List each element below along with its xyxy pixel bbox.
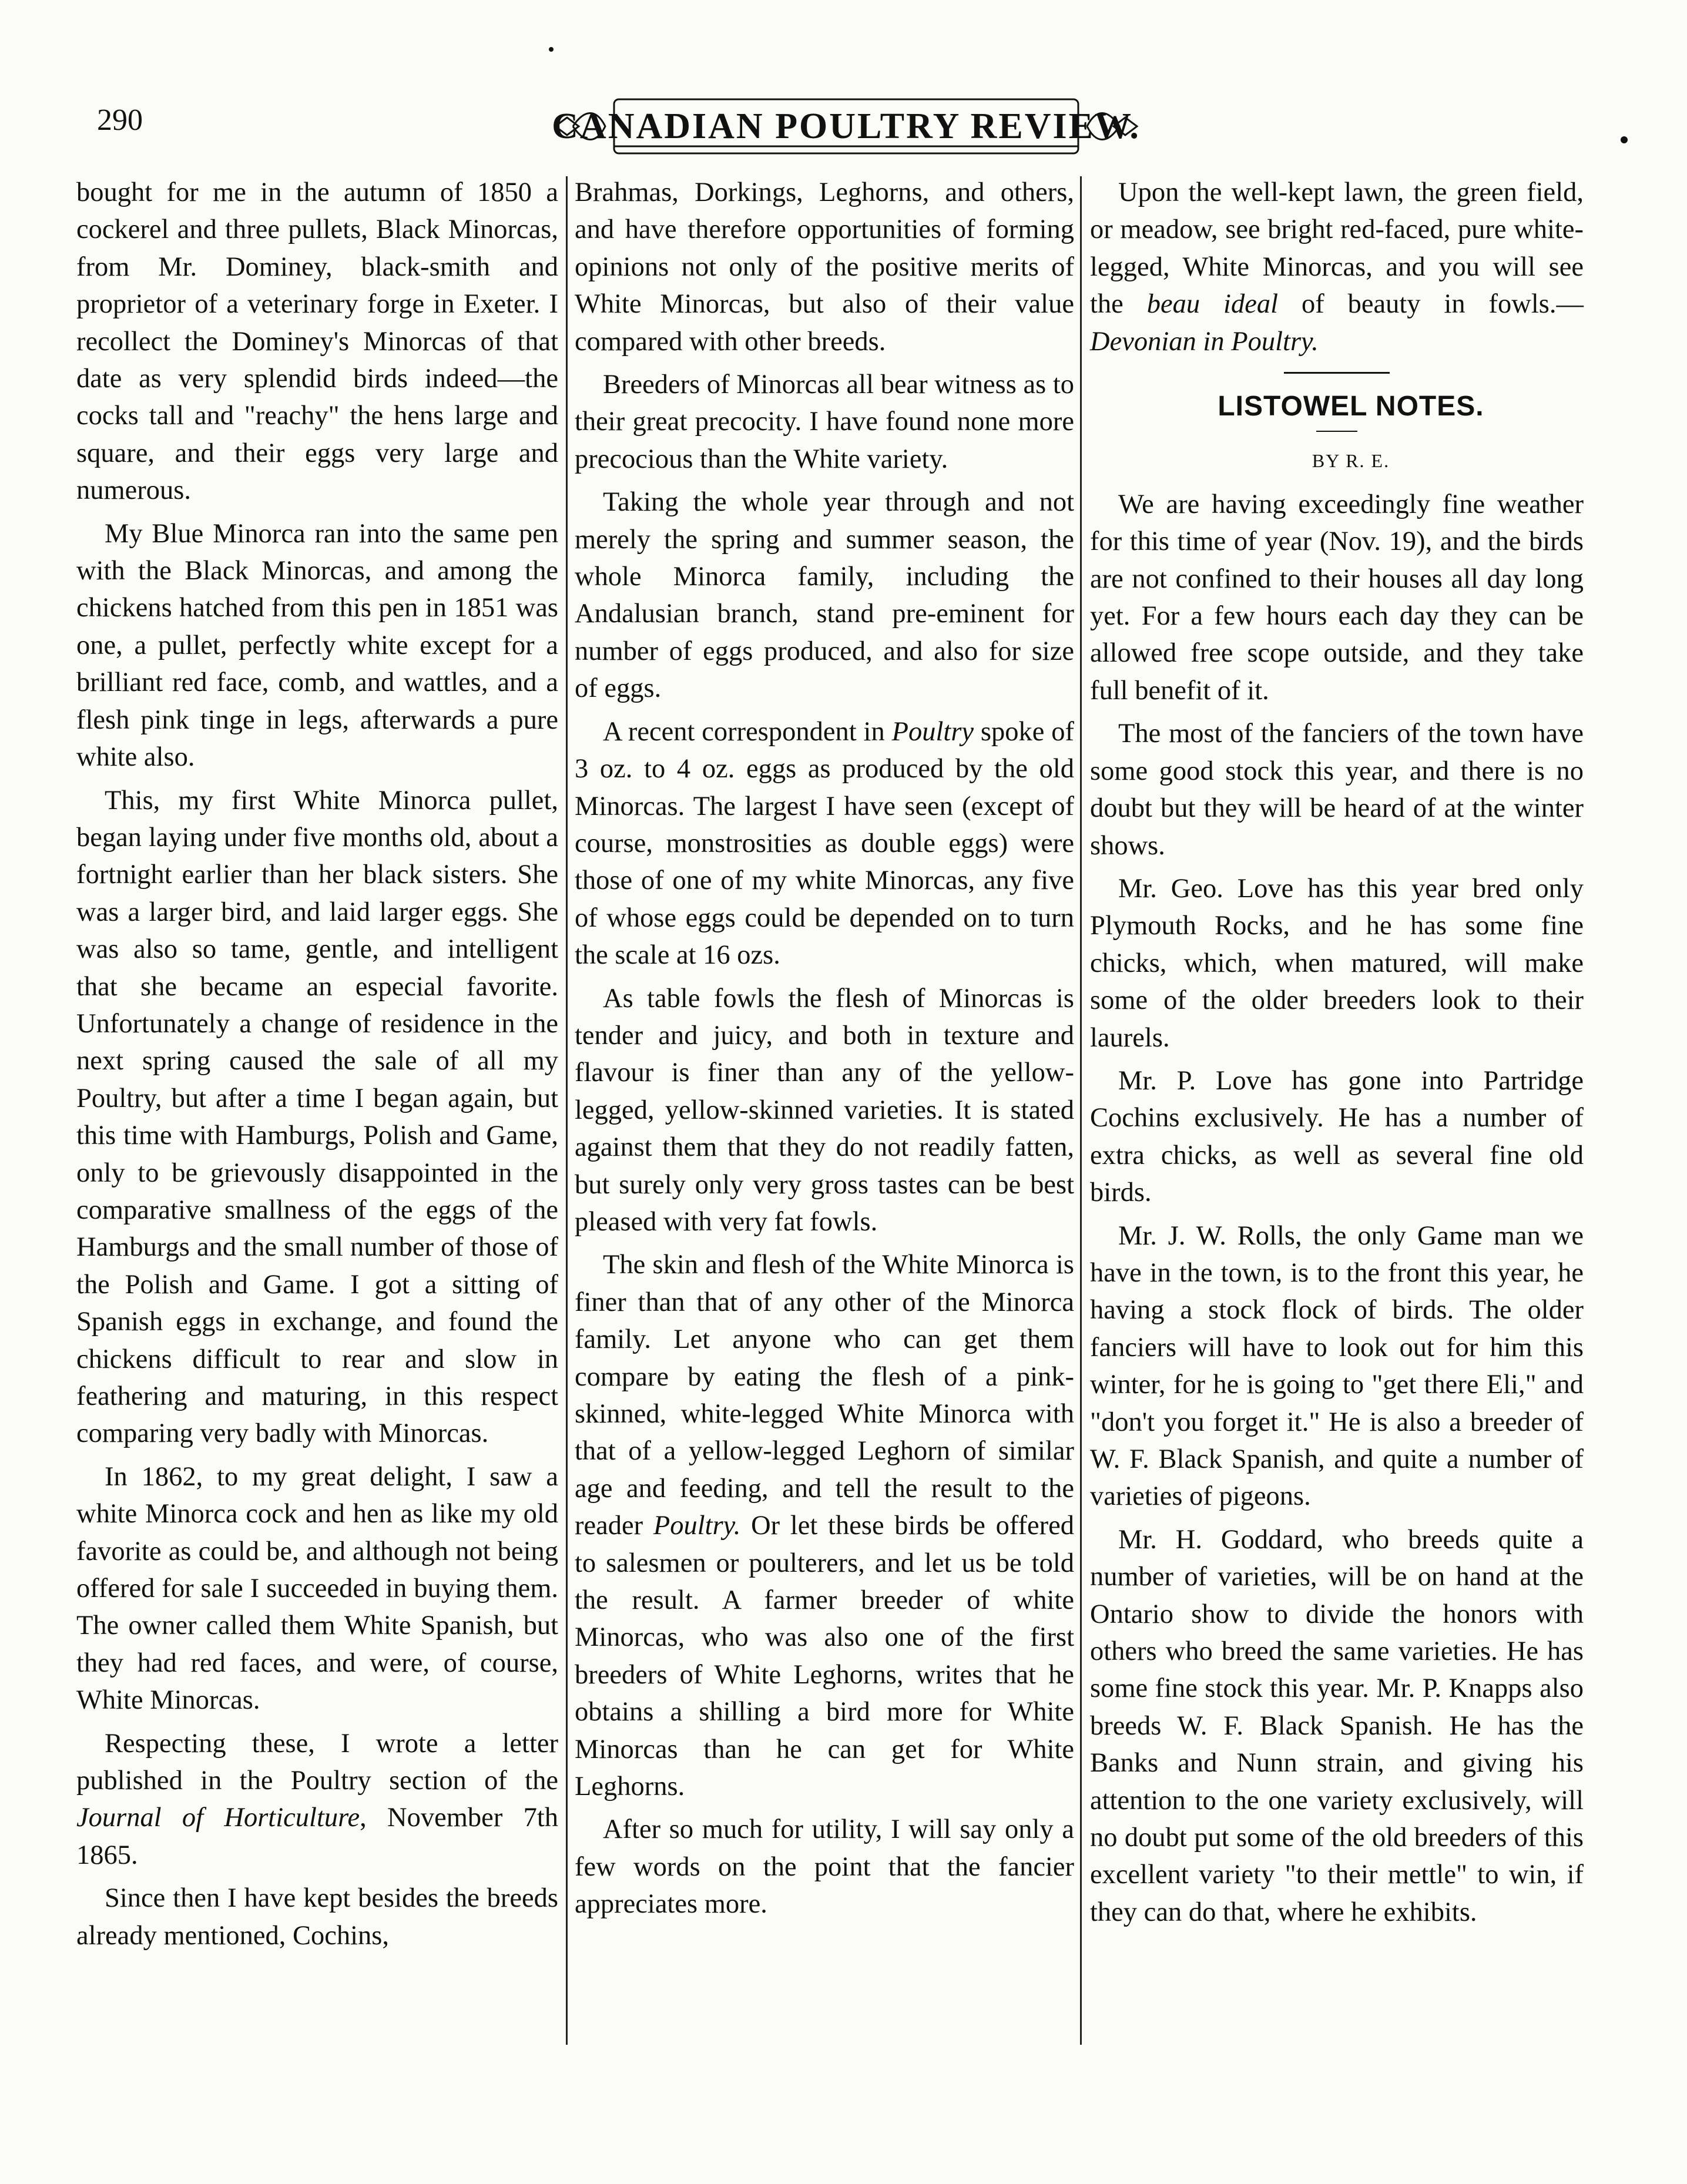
emphasis: beau ideal: [1146, 289, 1279, 320]
paragraph: We are having exceedingly fine weather for this time of year (Nov. 19), and the birds are not confined to their houses all day long yet. For a few hours each day they can be allowed free scope outside, and they take full benefit of it.: [1090, 489, 1584, 706]
publication-title: Poultry: [891, 716, 974, 747]
paragraph: Mr. P. Love has gone into Partridge Cochins exclusively. He has a number of extra chicks, as well as several fine old birds.: [1090, 1065, 1584, 1208]
text-run: , November 7th 1865.: [76, 1803, 559, 1870]
column-divider: [566, 176, 568, 2045]
masthead-title: CANADIAN POULTRY REVIEW.: [552, 106, 1141, 146]
print-speck: [549, 47, 554, 52]
paragraph: Since then I have kept besides the breeds already mentioned, Cochins,: [76, 1883, 558, 1951]
paragraph: After so much for utility, I will say only a few words on the point that the fancier appreciates more.: [575, 1814, 1074, 1920]
paragraph: Mr. H. Goddard, who breeds quite a number of varieties, will be on hand at the Ontario show to divide the honors with others who breed the same varieties. He has some fine stock this year. Mr. P. Knapps also breeds W. F. Black Spanish. He has the Banks and Nunn strain, and giving his attention to the one variety exclusively, will no doubt put some of the old breeders of this excellent variety "to their mettle" to win, if they can do that, where he exhibits.: [1090, 1524, 1584, 1927]
title-divider: [1316, 431, 1357, 432]
print-speck: [1621, 136, 1628, 143]
column-2: [575, 174, 1074, 1929]
paragraph: As table fowls the flesh of Minorcas is tender and juicy, and both in texture and flavour is finer than any of the yellow-legged, yellow-skinned varieties. It is stated against them that they do not readily fatten, but surely only very gross tastes can be best pleased with very fat fowls.: [575, 983, 1074, 1237]
column-3: [1090, 174, 1584, 1937]
masthead-ornament: [549, 91, 1143, 162]
paragraph: This, my first White Minorca pullet, began laying under five months old, about a fortnight earlier than her black sisters. She was a larger bird, and laid larger eggs. She was also so tame, gentle, and intelligent that she became an especial favorite. Unfortunately a change of residence in the next spring caused the sale of all my Poultry, but after a time I began again, but this time with Hamburgs, Polish and Game, only to be grievously disappointed in the comparative smallness of the eggs of the Hamburgs and the small number of those of the Polish and Game. I got a sitting of Spanish eggs in exchange, and found the chickens difficult to rear and slow in feathering and maturing, in this respect comparing very badly with Minorcas.: [76, 785, 558, 1449]
paragraph: Brahmas, Dorkings, Leghorns, and others, and have therefore opportunities of forming opinions not only of the positive merits of White Minorcas, but also of their value compared with other breeds.: [575, 177, 1074, 357]
text-run: The skin and flesh of the White Minorca is finer than that of any other of the Minorca family. Let anyone who can get them compare by eating the flesh of a pink-skinned, white-legged White Minorca with that of a yellow-legged Leghorn of similar age and feeding, and tell the result to the reader: [575, 1250, 1074, 1541]
paragraph: [1090, 174, 1584, 360]
paragraph: Breeders of Minorcas all bear witness as to their great precocity. I have found none more precocious than the White variety.: [575, 370, 1074, 474]
column-1: [76, 174, 558, 1960]
text-run: Or let these birds be offered to salesmen or poulterers, and let us be told the result. A farmer breeder of white Minorcas, who was also one of the first breeders of White Leghorns, writes that he obtains a shilling a bird more for White Minorcas than he can get for White Leghorns.: [575, 1511, 1074, 1802]
publication-title: Journal of Horticulture: [76, 1803, 360, 1833]
paragraph: The most of the fanciers of the town have some good stock this year, and there is no doubt but they will be heard of at the winter shows.: [1090, 719, 1584, 861]
paragraph: In 1862, to my great delight, I saw a white Minorca cock and hen as like my old favorite as could be, and although not being offered for sale I succeeded in buying them. The owner called them White Spanish, but they had red faces, and were, of course, White Minorcas.: [76, 1461, 558, 1716]
text-run: Upon the well-kept lawn, the green field, or meadow, see bright red-faced, pure white-legged, White Minorcas, and you will see the: [1090, 177, 1584, 320]
signature: Devonian in Poultry.: [1090, 326, 1319, 357]
paragraph: My Blue Minorca ran into the same pen with the Black Minorcas, and among the chickens hatched from this pen in 1851 was one, a pullet, perfectly white except for a brilliant red face, comb, and wattles, and a flesh pink tinge in legs, afterwards a pure white also.: [76, 518, 558, 773]
text-run: A recent correspondent in: [603, 716, 892, 747]
section-divider: [1284, 372, 1390, 374]
column-divider: [1080, 176, 1082, 2045]
masthead: [549, 91, 1143, 162]
publication-title: Poultry.: [653, 1511, 741, 1541]
text-run: of beauty in fowls.—: [1278, 289, 1584, 320]
text-run: Respecting these, I wrote a letter published in the Poultry section of the: [76, 1728, 558, 1796]
paragraph: Mr. J. W. Rolls, the only Game man we have in the town, is to the front this year, he having a stock flock of birds. The older fanciers will have to look out for him this winter, for he is going to "get there Eli," and "don't you forget it." He is also a breeder of W. F. Black Spanish, and quite a number of varieties of pigeons.: [1090, 1220, 1584, 1512]
paragraph: [76, 1725, 558, 1874]
paragraph: Taking the whole year through and not merely the spring and summer season, the whole Minorca family, including the Andalusian branch, stand pre-eminent for number of eggs produced, and also for size of eggs.: [575, 487, 1074, 704]
byline: BY R. E.: [1312, 450, 1390, 472]
page-number: 290: [97, 103, 143, 137]
text-run: spoke of 3 oz. to 4 oz. eggs as produced by the old Minorcas. The largest I have seen (except of course, monstrosities as double eggs) were those of one of my white Minorcas, any five of whose eggs could be depended on to turn the scale at 16 ozs.: [575, 716, 1074, 971]
paragraph: [575, 713, 1074, 974]
paragraph: bought for me in the autumn of 1850 a cockerel and three pullets, Black Minorcas, from Mr. Dominey, black-smith and proprietor of a veterinary forge in Exeter. I recollect the Dominey's Minorcas of that date as very splendid birds indeed—the cocks tall and "reachy" the hens large and square, and their eggs very large and numerous.: [76, 177, 558, 506]
paragraph: [575, 1246, 1074, 1805]
section-title: LISTOWEL NOTES.: [1218, 391, 1484, 422]
paragraph: Mr. Geo. Love has this year bred only Plymouth Rocks, and he has some fine chicks, which, when matured, will make some of the older breeders look to their laurels.: [1090, 873, 1584, 1053]
